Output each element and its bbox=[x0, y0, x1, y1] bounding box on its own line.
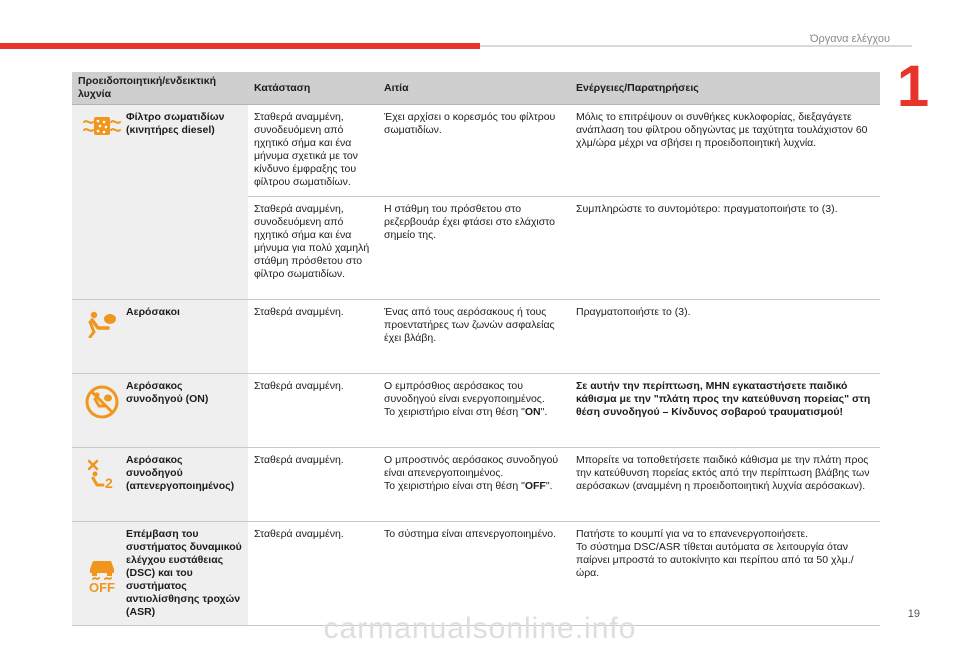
cause-position-value: OFF bbox=[524, 480, 546, 492]
action-cell: Σε αυτήν την περίπτωση, ΜΗΝ εγκαταστήσετε παιδικό κάθισμα με την "πλάτη προς την κατεύθυνση πορείας" στη θέση συνοδηγού – Κίνδυνος σοβαρού τραυματισμού! bbox=[570, 374, 880, 448]
indicator-cell bbox=[72, 300, 248, 374]
passenger-airbag-off-icon bbox=[78, 454, 126, 493]
dsc-off-icon bbox=[78, 528, 126, 619]
cause-line-2-prefix: Το χειριστήριο είναι στη θέση " bbox=[384, 406, 525, 418]
chapter-title: Όργανα ελέγχου bbox=[810, 33, 890, 45]
action-cell: Μπορείτε να τοποθετήσετε παιδικό κάθισμα με την πλάτη προς την κατεύθυνση πορείας εκτός από την περίπτωση βλάβης των αερόσακων (αναμμένη η προειδοποιητική λυχνία αερόσακων). bbox=[570, 448, 880, 522]
indicator-name: Αερόσακοι bbox=[126, 306, 180, 318]
cause-position-value: ON bbox=[524, 406, 541, 418]
indicator-name: Φίλτρο σωματιδίων (κινητήρες diesel) bbox=[126, 111, 225, 136]
table-row bbox=[72, 300, 880, 374]
table-header-row bbox=[72, 72, 880, 105]
particle-filter-icon bbox=[78, 111, 126, 137]
indicator-name: Επέμβαση του συστήματος δυναμικού ελέγχου ευστάθειας (DSC) και του συστήματος αντιολίσθησης τροχών (ASR) bbox=[126, 528, 242, 618]
airbag-icon bbox=[78, 306, 126, 338]
cause-line-1: Ο μπροστινός αερόσακος συνοδηγού είναι απενεργοποιημένος. bbox=[384, 454, 559, 479]
state-cell: Σταθερά αναμμένη, συνοδευόμενη από ηχητικό σήμα και ένα μήνυμα για πολύ χαμηλή στάθμη πρόσθετου στο φίλτρο σωματιδίων. bbox=[248, 197, 378, 300]
state-cell: Σταθερά αναμμένη, συνοδευόμενη από ηχητικό σήμα και ένα μήνυμα σχετικά με τον κίνδυνο έμφραξης του φίλτρου σωματιδίων. bbox=[248, 105, 378, 197]
cause-cell: Η στάθμη του πρόσθετου στο ρεζερβουάρ έχει φτάσει στο ελάχιστο σημείο της. bbox=[378, 197, 570, 300]
cause-line-2-prefix: Το χειριστήριο είναι στη θέση " bbox=[384, 480, 525, 492]
indicator-cell bbox=[72, 522, 248, 626]
cause-line-2-suffix: ". bbox=[545, 480, 553, 492]
dsc-off-label: OFF bbox=[89, 579, 115, 595]
indicator-cell bbox=[72, 105, 248, 300]
column-header-indicator: Προειδοποιητική/ενδεικτική λυχνία bbox=[72, 72, 248, 105]
cause-cell bbox=[378, 374, 570, 448]
cause-cell: Το σύστημα είναι απενεργοποιημένο. bbox=[378, 522, 570, 626]
cause-line-1: Ο εμπρόσθιος αερόσακος του συνοδηγού είναι ενεργοποιημένος. bbox=[384, 380, 545, 405]
indicator-name: Αερόσακος συνοδηγού (ON) bbox=[126, 380, 209, 405]
passenger-airbag-on-icon bbox=[78, 380, 126, 420]
column-header-cause: Αιτία bbox=[378, 72, 570, 105]
chapter-number: 1 bbox=[896, 54, 930, 119]
cause-cell: Ένας από τους αερόσακους ή τους προεντατήρες των ζωνών ασφαλείας έχει βλάβη. bbox=[378, 300, 570, 374]
action-cell: Μόλις το επιτρέψουν οι συνθήκες κυκλοφορίας, διεξαγάγετε ανάπλαση του φίλτρου οδηγώντας με ταχύτητα τουλάχιστον 60 χλμ/ώρα μέχρι να σβήσει η προειδοποιητική λυχνία. bbox=[570, 105, 880, 197]
action-line-2: Το σύστημα DSC/ASR τίθεται αυτόματα σε λειτουργία όταν παίρνει μπροστά το αυτοκίνητο και περίπου από τα 50 χλμ./ώρα. bbox=[576, 541, 854, 579]
watermark: carmanualsonline.info bbox=[323, 612, 637, 645]
state-cell: Σταθερά αναμμένη. bbox=[248, 522, 378, 626]
page-number: 19 bbox=[907, 608, 920, 620]
indicator-cell bbox=[72, 448, 248, 522]
action-line-1: Πατήστε το κουμπί για να το επανενεργοποιήσετε. bbox=[576, 528, 809, 540]
svg-text:2: 2 bbox=[105, 475, 113, 490]
column-header-action: Ενέργειες/Παρατηρήσεις bbox=[570, 72, 880, 105]
cause-cell: Έχει αρχίσει ο κορεσμός του φίλτρου σωματιδίων. bbox=[378, 105, 570, 197]
action-cell: Πραγματοποιήστε το (3). bbox=[570, 300, 880, 374]
table-row bbox=[72, 105, 880, 197]
table-row bbox=[72, 448, 880, 522]
action-cell: Συμπληρώστε το συντομότερο: πραγματοποιήστε το (3). bbox=[570, 197, 880, 300]
header-rule bbox=[480, 45, 912, 47]
state-cell: Σταθερά αναμμένη. bbox=[248, 300, 378, 374]
indicator-name: Αερόσακος συνοδηγού (απενεργοποιημένος) bbox=[126, 454, 235, 492]
cause-cell bbox=[378, 448, 570, 522]
header-red-bar bbox=[0, 43, 480, 49]
cause-line-2-suffix: ". bbox=[540, 406, 548, 418]
state-cell: Σταθερά αναμμένη. bbox=[248, 374, 378, 448]
table-row bbox=[72, 374, 880, 448]
action-cell bbox=[570, 522, 880, 626]
column-header-state: Κατάσταση bbox=[248, 72, 378, 105]
indicator-cell bbox=[72, 374, 248, 448]
warning-lamps-table bbox=[72, 72, 880, 626]
table-row bbox=[72, 522, 880, 626]
state-cell: Σταθερά αναμμένη. bbox=[248, 448, 378, 522]
